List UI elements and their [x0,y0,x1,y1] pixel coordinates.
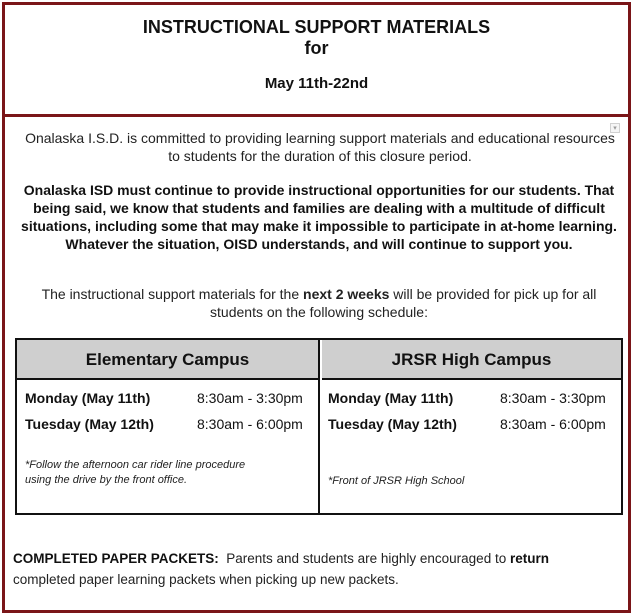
schedule-intro [19,285,619,321]
elementary-campus-header: Elementary Campus [17,340,318,380]
row-day: Tuesday (May 12th) [328,416,457,432]
row-time: 8:30am - 6:00pm [197,416,303,432]
jrsr-campus-header: JRSR High Campus [322,340,621,380]
row-day: Tuesday (May 12th) [25,416,154,432]
page-title-for: for [304,38,329,58]
schedule-table [15,338,623,515]
schedule-intro-bold: next 2 weeks [303,286,390,302]
row-time: 8:30am - 6:00pm [500,416,606,432]
schedule-intro-before: The instructional support materials for the [41,286,304,302]
elementary-note [25,458,315,488]
packets-bold-word: return [509,551,549,566]
notice-paragraph: Onalaska ISD must continue to provide instructional opportunities for our students. That being said, we know that students and families are dealing with a multitude of difficult situations, including some that may make it impossible to participate in at-home learning. Whatever the situation, OISD understands, and will continue to support you. [21,182,617,252]
elementary-note-line1: *Follow the afternoon car rider line procedure [25,459,246,471]
packets-text-before: Parents and students are highly encouraged to [218,551,510,566]
elementary-campus-column [17,340,320,513]
collapse-icon[interactable]: ▾ [610,123,620,133]
row-day: Monday (May 11th) [25,390,151,406]
document-page [2,2,631,613]
row-time: 8:30am - 3:30pm [197,390,303,406]
page-title: INSTRUCTIONAL SUPPORT MATERIALS [142,17,491,37]
elementary-note-line2: using the drive by the front office. [25,474,188,486]
jrsr-note: *Front of JRSR High School [328,475,465,487]
jrsr-campus-column [322,340,621,513]
packets-text-after: completed paper learning packets when picking up new packets. [13,572,399,587]
completed-packets-paragraph [13,548,613,590]
document-header [5,5,628,117]
row-time: 8:30am - 3:30pm [500,390,606,406]
date-range: May 11th-22nd [264,75,369,92]
row-day: Monday (May 11th) [328,390,454,406]
packets-label: COMPLETED PAPER PACKETS: [13,551,219,566]
schedule-intro-after: will be provided for pick up for all students on the following schedule: [210,286,597,320]
intro-paragraph: Onalaska I.S.D. is committed to providing learning support materials and educational resources to students for the duration of this closure period. [25,130,615,164]
